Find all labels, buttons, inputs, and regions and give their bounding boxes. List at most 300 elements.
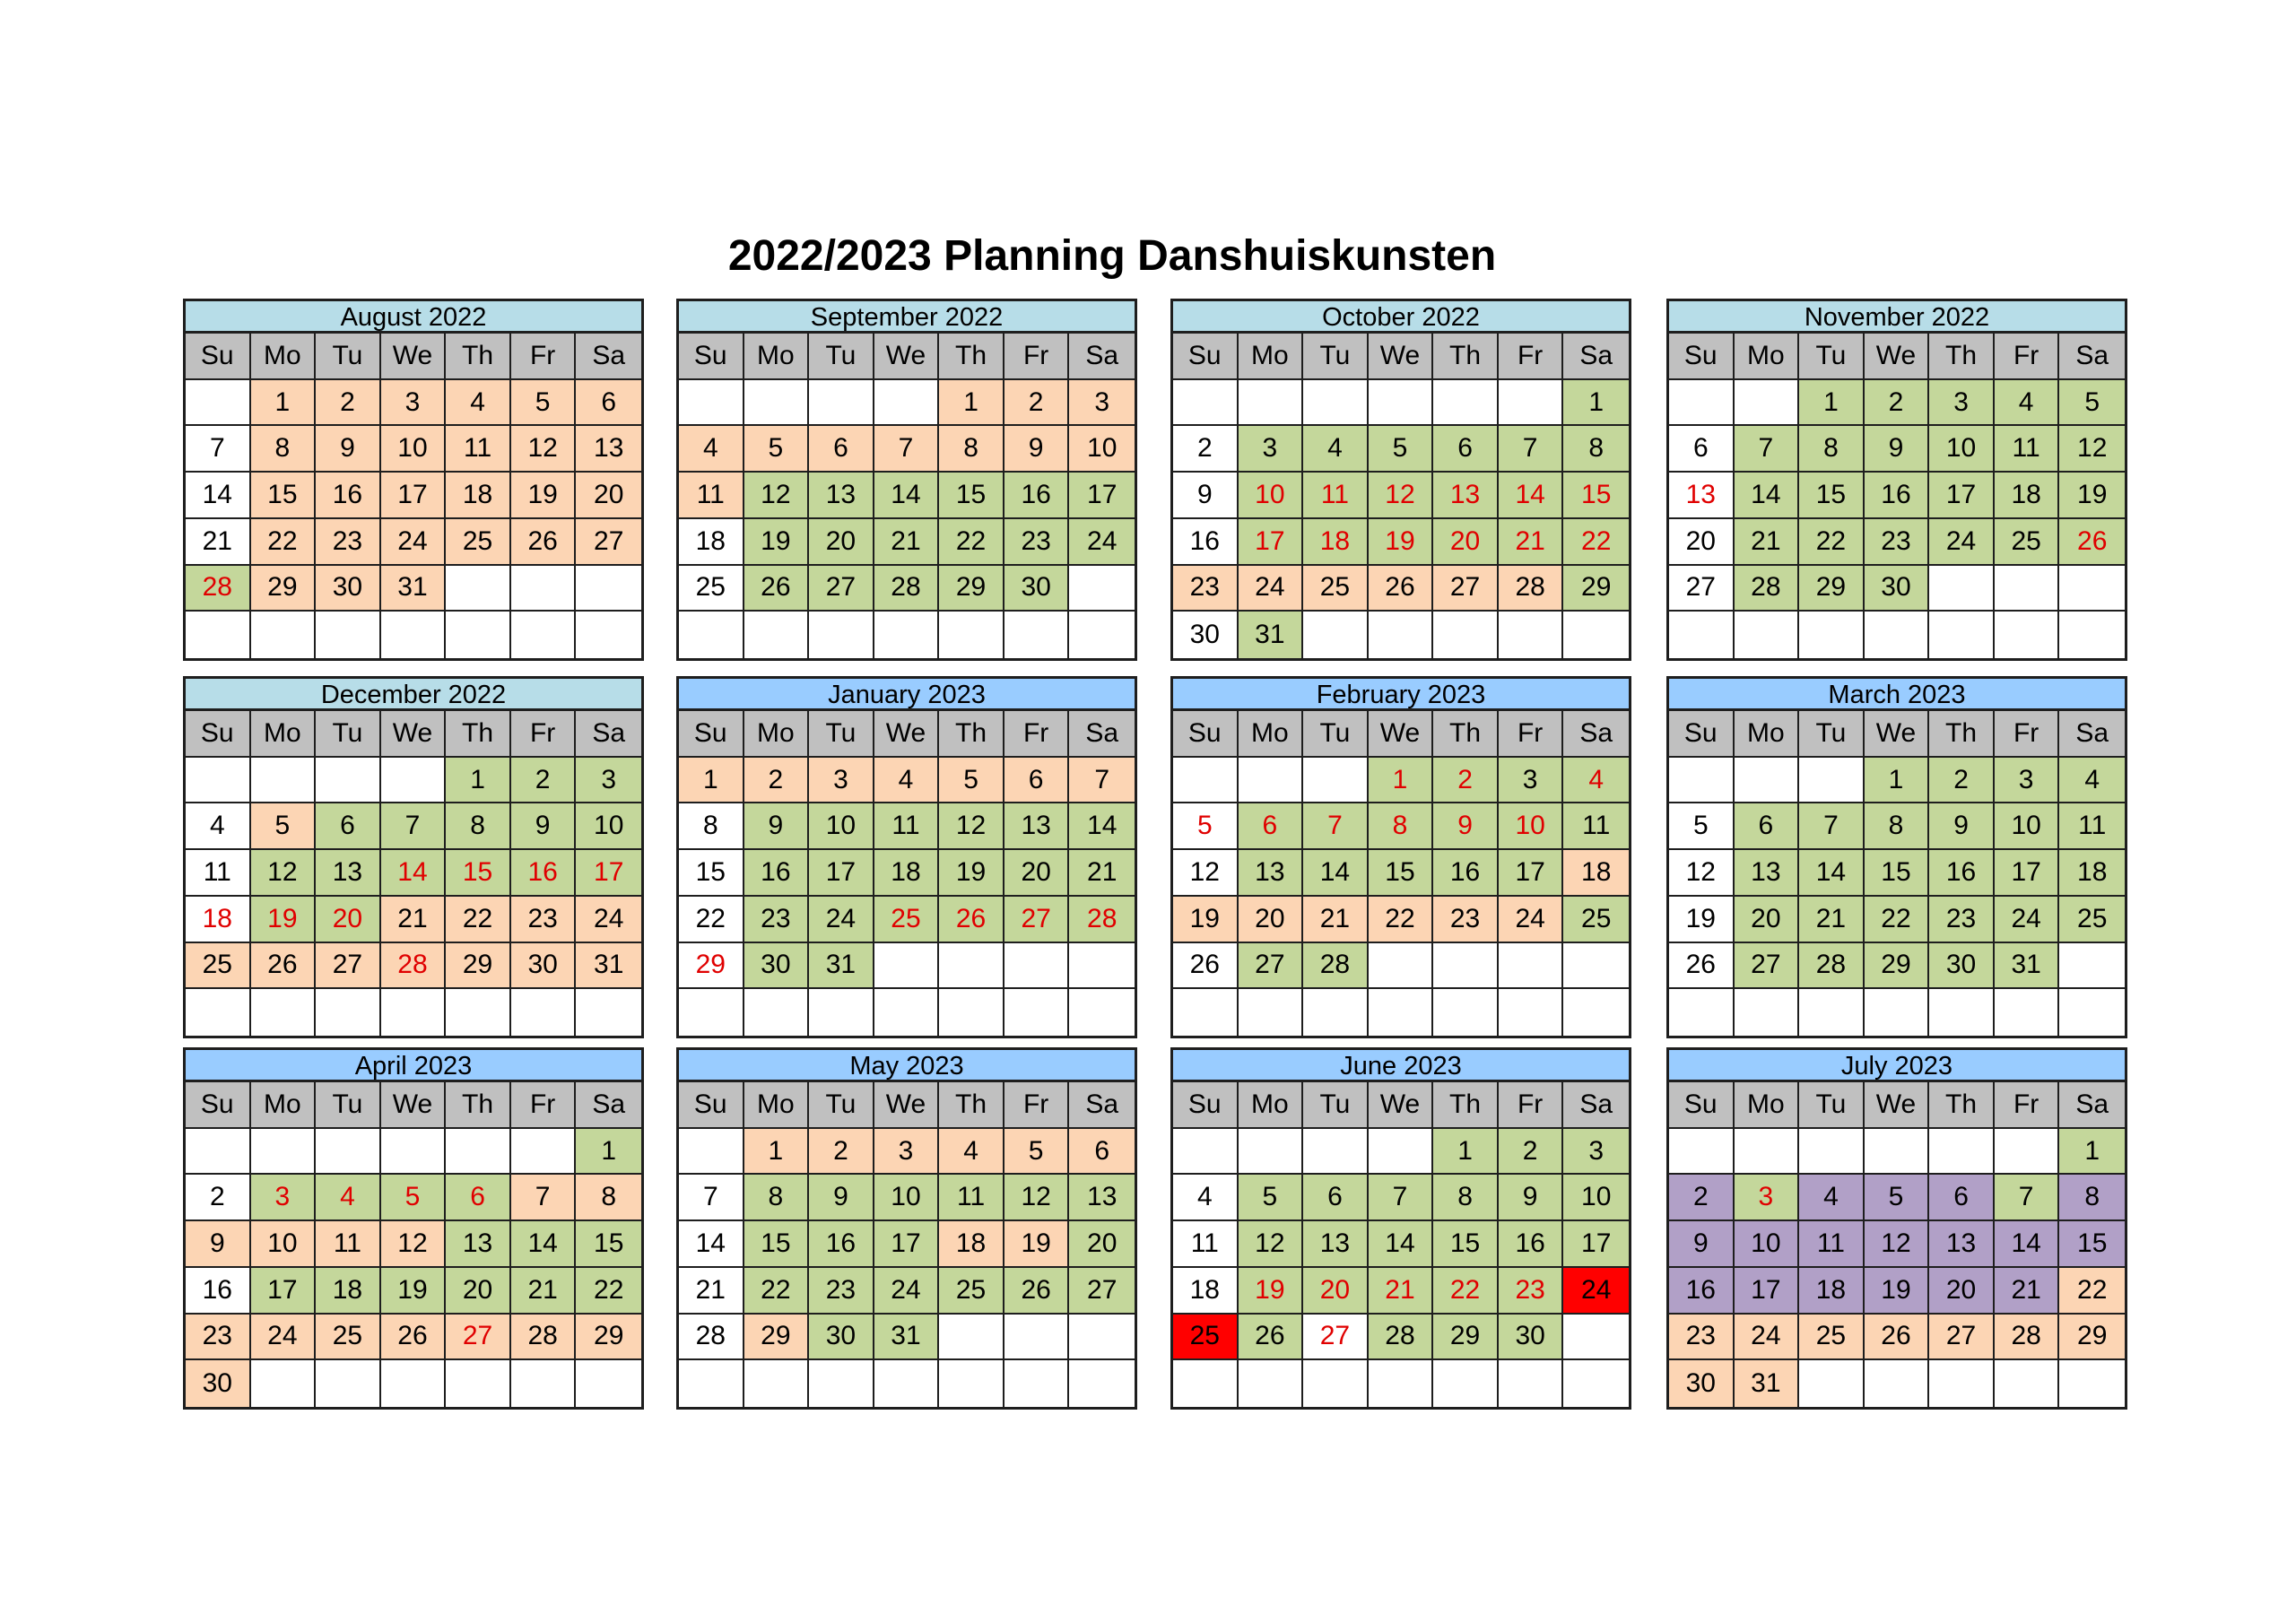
day-cell: 16 [316,473,381,519]
day-cell: 23 [744,897,810,943]
day-cell: 22 [744,1268,810,1315]
empty-cell [1929,612,1995,658]
weekday-header: Tu [1799,334,1865,380]
empty-cell [1735,1129,1800,1176]
day-cell: 5 [1369,426,1434,473]
day-cell: 29 [576,1315,641,1361]
day-cell: 14 [679,1221,744,1268]
empty-cell [316,612,381,658]
empty-cell [1499,612,1564,658]
day-cell: 3 [1239,426,1304,473]
empty-cell [874,612,940,658]
day-cell: 16 [1004,473,1070,519]
day-cell: 25 [679,566,744,612]
empty-cell [446,566,511,612]
empty-cell [1669,989,1735,1036]
weekday-header: Fr [1004,1082,1070,1129]
day-cell: 25 [874,897,940,943]
day-cell: 31 [381,566,447,612]
day-cell: 5 [381,1175,447,1221]
weekday-header: Tu [316,711,381,758]
empty-cell [2059,612,2125,658]
month-calendar [1666,1047,2127,1410]
day-cell: 26 [381,1315,447,1361]
day-cell: 20 [316,897,381,943]
day-cell: 8 [1369,803,1434,850]
empty-cell [1735,380,1800,427]
weekday-header: Fr [511,1082,577,1129]
day-cell: 13 [576,426,641,473]
day-cell: 28 [1369,1315,1434,1361]
day-cell: 22 [1799,519,1865,566]
weekday-header: We [1865,711,1930,758]
month-calendar [1666,299,2127,661]
day-cell: 10 [1563,1175,1629,1221]
day-cell: 12 [1239,1221,1304,1268]
day-cell: 8 [939,426,1004,473]
day-cell: 30 [1004,566,1070,612]
empty-cell [1563,1360,1629,1407]
weekday-header: Th [939,334,1004,380]
day-cell: 18 [679,519,744,566]
empty-cell [511,566,577,612]
empty-cell [251,758,317,804]
day-cell: 10 [381,426,447,473]
day-cell: 25 [1303,566,1369,612]
day-cell: 11 [1995,426,2060,473]
day-cell: 23 [511,897,577,943]
day-cell: 15 [1865,850,1930,897]
weekday-header: Su [679,711,744,758]
month-calendar [676,1047,1137,1410]
day-cell: 11 [1563,803,1629,850]
day-cell: 23 [1929,897,1995,943]
day-cell: 6 [1239,803,1304,850]
day-cell: 27 [1669,566,1735,612]
day-cell: 17 [1995,850,2060,897]
weekday-header: Sa [576,334,641,380]
day-cell: 14 [1499,473,1564,519]
day-cell: 30 [1865,566,1930,612]
weekday-header: Th [1929,334,1995,380]
day-cell: 11 [316,1221,381,1268]
empty-cell [251,1129,317,1176]
day-cell: 31 [874,1315,940,1361]
weekday-header: Su [1669,334,1735,380]
page-title: 2022/2023 Planning Danshuiskunsten [727,232,1497,280]
weekday-header: Su [679,334,744,380]
day-cell: 5 [1004,1129,1070,1176]
weekday-header: We [1369,334,1434,380]
day-cell: 5 [1173,803,1239,850]
day-cell: 3 [1563,1129,1629,1176]
weekday-header: Tu [1303,711,1369,758]
day-cell: 22 [1369,897,1434,943]
day-cell: 7 [679,1175,744,1221]
weekday-header: Mo [1735,1082,1800,1129]
weekday-header: Fr [1499,711,1564,758]
empty-cell [744,612,810,658]
empty-cell [744,989,810,1036]
empty-cell [1173,1360,1239,1407]
weekday-header: Sa [576,1082,641,1129]
day-grid [1173,711,1629,1036]
day-cell: 17 [1929,473,1995,519]
empty-cell [1004,943,1070,990]
day-cell: 8 [1799,426,1865,473]
empty-cell [939,612,1004,658]
empty-cell [1239,1360,1304,1407]
weekday-header: Th [446,711,511,758]
empty-cell [1799,612,1865,658]
weekday-header: Mo [1239,334,1304,380]
empty-cell [1499,989,1564,1036]
day-cell: 30 [1929,943,1995,990]
day-cell: 2 [511,758,577,804]
empty-cell [1735,758,1800,804]
weekday-header: Tu [1303,334,1369,380]
empty-cell [316,1360,381,1407]
day-cell: 7 [1499,426,1564,473]
day-cell: 9 [186,1221,251,1268]
day-cell: 12 [1173,850,1239,897]
day-cell: 22 [2059,1268,2125,1315]
day-cell: 3 [576,758,641,804]
day-grid [1173,334,1629,658]
weekday-header: Fr [511,334,577,380]
day-cell: 24 [1995,897,2060,943]
day-cell: 27 [1239,943,1304,990]
day-cell: 30 [186,1360,251,1407]
empty-cell [2059,989,2125,1036]
day-cell: 20 [1004,850,1070,897]
empty-cell [939,1315,1004,1361]
empty-cell [381,758,447,804]
day-cell: 1 [1563,380,1629,427]
month-title: September 2022 [679,301,1135,334]
empty-cell [1433,989,1499,1036]
day-grid [186,711,641,1036]
day-cell: 26 [251,943,317,990]
day-cell: 12 [1669,850,1735,897]
day-cell: 30 [809,1315,874,1361]
empty-cell [186,758,251,804]
weekday-header: Sa [1069,711,1135,758]
empty-cell [1929,1360,1995,1407]
day-cell: 11 [446,426,511,473]
empty-cell [1173,758,1239,804]
day-cell: 21 [1735,519,1800,566]
day-cell: 5 [1865,1175,1930,1221]
empty-cell [679,1129,744,1176]
empty-cell [1995,1360,2060,1407]
empty-cell [1929,566,1995,612]
day-cell: 9 [1433,803,1499,850]
weekday-header: Sa [1563,1082,1629,1129]
day-cell: 25 [1563,897,1629,943]
day-cell: 21 [874,519,940,566]
day-cell: 29 [679,943,744,990]
day-cell: 9 [316,426,381,473]
weekday-header: Th [1929,1082,1995,1129]
month-title: April 2023 [186,1050,641,1082]
day-cell: 10 [1239,473,1304,519]
empty-cell [576,566,641,612]
day-cell: 11 [186,850,251,897]
day-cell: 7 [1995,1175,2060,1221]
weekday-header: Sa [2059,334,2125,380]
day-cell: 13 [1929,1221,1995,1268]
day-cell: 18 [874,850,940,897]
empty-cell [1563,989,1629,1036]
day-cell: 25 [1173,1315,1239,1361]
weekday-header: Tu [809,711,874,758]
month-calendar [676,676,1137,1038]
day-cell: 31 [576,943,641,990]
day-cell: 7 [1735,426,1800,473]
day-cell: 3 [874,1129,940,1176]
day-cell: 17 [251,1268,317,1315]
day-cell: 21 [1499,519,1564,566]
day-cell: 20 [1669,519,1735,566]
empty-cell [1669,380,1735,427]
day-cell: 24 [1929,519,1995,566]
day-cell: 23 [316,519,381,566]
day-cell: 12 [1004,1175,1070,1221]
day-cell: 9 [809,1175,874,1221]
weekday-header: Th [1433,334,1499,380]
day-cell: 5 [1239,1175,1304,1221]
day-cell: 4 [446,380,511,427]
empty-cell [1669,612,1735,658]
day-cell: 7 [186,426,251,473]
day-cell: 2 [316,380,381,427]
empty-cell [1069,1360,1135,1407]
day-cell: 17 [1499,850,1564,897]
empty-cell [1799,1360,1865,1407]
day-cell: 26 [511,519,577,566]
day-cell: 31 [1995,943,2060,990]
weekday-header: We [874,711,940,758]
empty-cell [446,612,511,658]
day-cell: 5 [1669,803,1735,850]
day-cell: 10 [1735,1221,1800,1268]
day-cell: 30 [1669,1360,1735,1407]
day-cell: 26 [1865,1315,1930,1361]
day-cell: 29 [1433,1315,1499,1361]
day-cell: 25 [446,519,511,566]
empty-cell [1369,943,1434,990]
day-cell: 22 [1563,519,1629,566]
month-title: October 2022 [1173,301,1629,334]
empty-cell [1865,612,1930,658]
empty-cell [1303,380,1369,427]
day-cell: 2 [1929,758,1995,804]
weekday-header: Th [446,1082,511,1129]
empty-cell [446,1129,511,1176]
empty-cell [316,989,381,1036]
day-cell: 3 [381,380,447,427]
weekday-header: Su [679,1082,744,1129]
day-cell: 15 [1799,473,1865,519]
empty-cell [1433,943,1499,990]
weekday-header: Th [939,1082,1004,1129]
empty-cell [1239,989,1304,1036]
weekday-header: Su [186,1082,251,1129]
day-cell: 26 [1669,943,1735,990]
day-cell: 29 [1563,566,1629,612]
day-cell: 12 [1865,1221,1930,1268]
day-cell: 31 [1239,612,1304,658]
empty-cell [809,380,874,427]
day-cell: 6 [1069,1129,1135,1176]
day-cell: 4 [874,758,940,804]
day-cell: 13 [446,1221,511,1268]
empty-cell [1303,758,1369,804]
empty-cell [1433,612,1499,658]
day-cell: 8 [446,803,511,850]
day-cell: 16 [809,1221,874,1268]
empty-cell [1563,943,1629,990]
day-cell: 23 [1499,1268,1564,1315]
day-cell: 17 [874,1221,940,1268]
day-cell: 14 [1735,473,1800,519]
day-cell: 2 [809,1129,874,1176]
day-cell: 12 [511,426,577,473]
day-cell: 1 [1433,1129,1499,1176]
empty-cell [874,943,940,990]
day-cell: 27 [576,519,641,566]
weekday-header: Sa [2059,1082,2125,1129]
day-cell: 8 [679,803,744,850]
empty-cell [511,1360,577,1407]
day-cell: 12 [251,850,317,897]
day-cell: 24 [1069,519,1135,566]
day-cell: 15 [939,473,1004,519]
empty-cell [1069,612,1135,658]
day-cell: 2 [1173,426,1239,473]
day-cell: 13 [316,850,381,897]
empty-cell [874,380,940,427]
empty-cell [1173,989,1239,1036]
empty-cell [679,1360,744,1407]
day-cell: 25 [186,943,251,990]
month-title: March 2023 [1669,679,2125,711]
day-cell: 20 [446,1268,511,1315]
day-cell: 19 [744,519,810,566]
weekday-header: Tu [316,1082,381,1129]
day-cell: 21 [1369,1268,1434,1315]
day-cell: 23 [186,1315,251,1361]
weekday-header: Tu [1303,1082,1369,1129]
day-grid [1173,1082,1629,1407]
day-cell: 14 [381,850,447,897]
empty-cell [381,1360,447,1407]
day-cell: 22 [939,519,1004,566]
empty-cell [939,989,1004,1036]
day-grid [186,1082,641,1407]
day-cell: 12 [1369,473,1434,519]
weekday-header: Sa [2059,711,2125,758]
empty-cell [2059,566,2125,612]
month-calendar [1170,299,1631,661]
day-cell: 27 [1069,1268,1135,1315]
empty-cell [679,612,744,658]
day-cell: 15 [446,850,511,897]
weekday-header: Fr [1995,711,2060,758]
day-cell: 5 [939,758,1004,804]
weekday-header: Fr [1004,711,1070,758]
empty-cell [1369,612,1434,658]
day-cell: 15 [2059,1221,2125,1268]
day-cell: 7 [874,426,940,473]
day-cell: 10 [1499,803,1564,850]
empty-cell [1303,612,1369,658]
month-calendar [1170,676,1631,1038]
empty-cell [679,380,744,427]
empty-cell [744,380,810,427]
empty-cell [939,943,1004,990]
day-cell: 19 [1369,519,1434,566]
day-cell: 18 [446,473,511,519]
day-cell: 24 [809,897,874,943]
day-cell: 9 [1929,803,1995,850]
day-cell: 15 [1433,1221,1499,1268]
day-cell: 29 [939,566,1004,612]
day-cell: 24 [576,897,641,943]
day-cell: 27 [1735,943,1800,990]
day-cell: 17 [809,850,874,897]
day-cell: 1 [1799,380,1865,427]
day-cell: 31 [809,943,874,990]
day-cell: 6 [1669,426,1735,473]
empty-cell [1303,1360,1369,1407]
day-cell: 19 [251,897,317,943]
day-cell: 28 [1995,1315,2060,1361]
empty-cell [381,989,447,1036]
month-calendar [183,1047,644,1410]
day-cell: 3 [1995,758,2060,804]
weekday-header: Mo [251,711,317,758]
day-cell: 19 [1173,897,1239,943]
day-cell: 28 [186,566,251,612]
empty-cell [1303,989,1369,1036]
day-cell: 4 [1995,380,2060,427]
day-cell: 9 [744,803,810,850]
day-cell: 21 [1303,897,1369,943]
day-cell: 19 [1239,1268,1304,1315]
day-cell: 1 [744,1129,810,1176]
day-cell: 13 [809,473,874,519]
day-cell: 23 [809,1268,874,1315]
day-cell: 5 [2059,380,2125,427]
day-cell: 28 [1735,566,1800,612]
day-cell: 18 [1303,519,1369,566]
weekday-header: Su [1669,711,1735,758]
weekday-header: Tu [809,334,874,380]
day-cell: 21 [1995,1268,2060,1315]
empty-cell [1239,758,1304,804]
day-grid [1669,334,2125,658]
empty-cell [1499,1360,1564,1407]
day-cell: 27 [1004,897,1070,943]
day-cell: 14 [1303,850,1369,897]
day-cell: 29 [1865,943,1930,990]
day-cell: 23 [1433,897,1499,943]
day-cell: 20 [1069,1221,1135,1268]
day-cell: 3 [1499,758,1564,804]
weekday-header: We [381,334,447,380]
